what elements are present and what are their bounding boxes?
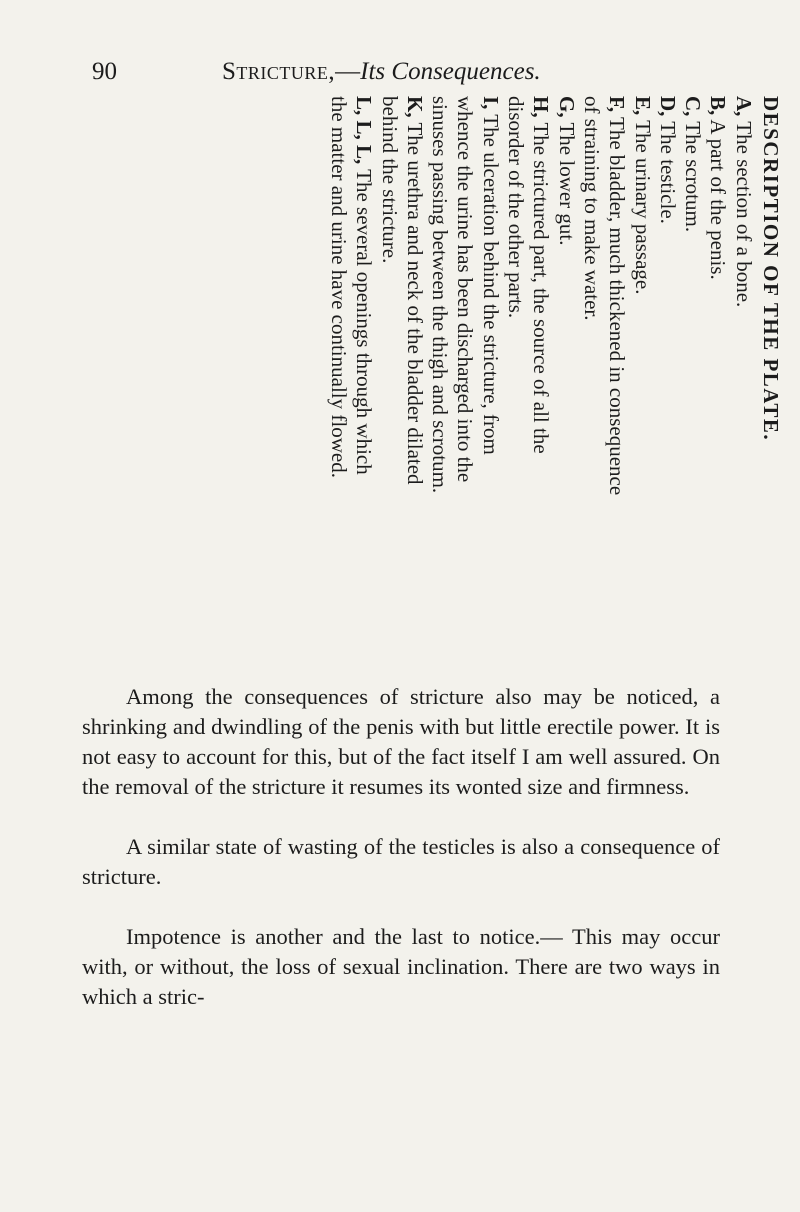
plate-item-key: L, L, L, — [352, 96, 377, 165]
plate-item-key: E, — [630, 96, 655, 116]
plate-item-k-continued: behind the stricture. — [377, 96, 402, 264]
body-text — [82, 682, 720, 1012]
plate-item-text: The urinary passage. — [630, 115, 655, 295]
plate-item-key: G, — [554, 96, 579, 118]
plate-item-i-continued-2: sinuses passing between the thigh and scrotum. — [428, 96, 453, 494]
running-title — [222, 58, 541, 86]
plate-item-key: H, — [529, 96, 554, 118]
plate-item-key: D, — [655, 96, 680, 117]
running-title-subtitle: Its Consequences. — [360, 58, 541, 85]
plate-item-text: The ulceration behind the stricture, from — [478, 109, 503, 455]
plate-item-k — [402, 96, 427, 676]
running-title-main: Stricture, — [222, 58, 336, 85]
plate-item-i — [477, 96, 502, 676]
plate-description-region — [88, 96, 783, 676]
plate-item-f-continued: of straining to make water. — [579, 96, 604, 321]
plate-item-key: F, — [605, 96, 630, 113]
paragraph: Among the consequences of stricture also may be noticed, a shrinking and dwindling of the penis with but little erectile power. It is not easy to account for this, but of the fact itself I am well assured. On the removal of the stricture it resumes its wonted size and firmness. — [82, 684, 720, 799]
plate-item-text: The urethra and neck of the bladder dilated — [402, 117, 427, 485]
running-title-dash: — — [335, 58, 361, 85]
plate-item-l-continued: the matter and urine have continually flowed. — [326, 96, 351, 478]
plate-item-b — [705, 96, 730, 676]
plate-item-text: The lower gut. — [554, 117, 579, 246]
paragraph: A similar state of wasting of the testicles is also a consequence of stricture. — [82, 834, 720, 889]
plate-item-text: The strictured part, the source of all the — [529, 117, 554, 454]
plate-item-text: The several openings through which — [352, 164, 377, 475]
plate-item-text: The bladder, much thickened in consequence — [605, 112, 630, 496]
running-header — [92, 58, 712, 92]
plate-description — [88, 96, 783, 676]
plate-item-key: A, — [731, 96, 756, 117]
paragraph: Impotence is another and the last to notice.— This may occur with, or without, the loss of sexual inclination. There are two ways in which a stric- — [82, 924, 720, 1009]
plate-item-d — [655, 96, 680, 676]
plate-item-text: A part of the penis. — [706, 115, 731, 280]
plate-item-key: C, — [681, 96, 706, 117]
plate-heading: DESCRIPTION OF THE PLATE. — [759, 96, 783, 442]
plate-item-f — [604, 96, 629, 676]
plate-item-i-continued: whence the urine has been discharged into the — [453, 96, 478, 483]
plate-item-h — [528, 96, 553, 676]
plate-item-c — [680, 96, 705, 676]
plate-item-text: The section of a bone. — [731, 116, 756, 308]
plate-item-l — [351, 96, 376, 676]
plate-item-e — [629, 96, 654, 676]
plate-item-key: I, — [478, 96, 503, 110]
plate-item-h-continued: disorder of the other parts. — [504, 96, 529, 319]
plate-item-text: The testicle. — [655, 116, 680, 224]
plate-item-a — [730, 96, 755, 676]
page-number: 90 — [92, 58, 117, 85]
plate-item-key: B, — [706, 96, 731, 116]
plate-item-g — [553, 96, 578, 676]
plate-item-text: The scrotum. — [681, 116, 706, 233]
plate-item-key: K, — [402, 96, 427, 118]
